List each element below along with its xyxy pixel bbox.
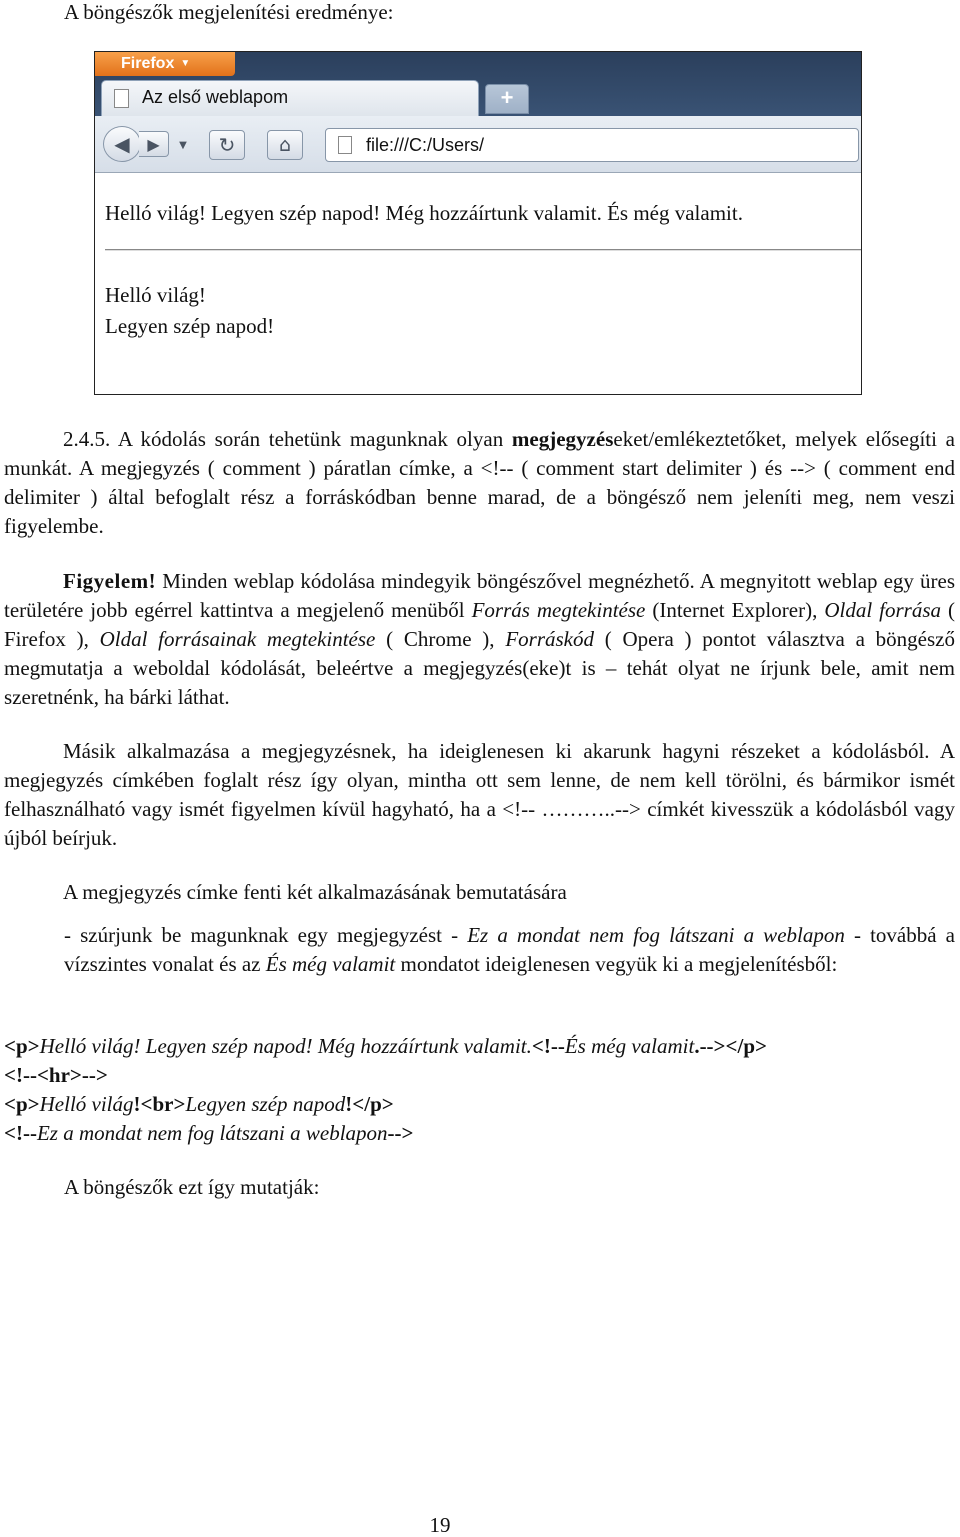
bold-term: megjegyzés — [511, 427, 614, 451]
url-text: file:///C:/Users/ — [366, 135, 485, 155]
url-bar[interactable] — [325, 128, 859, 162]
file-icon — [338, 136, 352, 154]
browser-viewport — [95, 173, 861, 395]
browser-screenshot — [94, 51, 862, 395]
code-line-4 — [4, 1119, 955, 1148]
outro-caption: A böngészők ezt így mutatják: — [64, 1175, 320, 1199]
italic-term: Oldal forrása — [824, 598, 941, 622]
text-run: - továbbá a vízszintes vonalat és az — [64, 923, 955, 976]
paragraph-comment-intro — [4, 425, 955, 541]
firefox-menu-label: Firefox — [121, 55, 175, 72]
browser-tab[interactable] — [101, 80, 479, 116]
text-run: ( Chrome ), — [375, 627, 506, 651]
intro-caption: A böngészők megjelenítési eredménye: — [64, 0, 394, 24]
navigation-toolbar — [95, 116, 861, 173]
firefox-menu-button[interactable] — [95, 52, 235, 76]
code-text: Helló világ! Legyen szép napod! Még hozzáírtunk valamit. — [39, 1034, 532, 1058]
text-run: (Internet Explorer), — [645, 598, 825, 622]
text-run: 2.4.5. A kódolás során tehetünk magunknak olyan — [63, 427, 512, 451]
code-line-1 — [4, 1032, 955, 1061]
page-number: 19 — [429, 1513, 451, 1537]
caret-down-icon: ▼ — [180, 58, 191, 69]
code-text: Ez a mondat nem fog látszani a weblapon — [36, 1121, 388, 1145]
paragraph-demo-intro: A megjegyzés címke fenti két alkalmazásának bemutatására — [63, 880, 567, 904]
italic-term: Forráskód — [505, 627, 594, 651]
history-dropdown-icon[interactable]: ▼ — [179, 139, 187, 151]
code-tag: !</p> — [345, 1092, 394, 1116]
text-run: mondatot ideiglenesen vegyük ki a megjelenítésből: — [395, 952, 838, 976]
back-arrow-icon[interactable]: ◀ — [103, 126, 141, 162]
code-tag: --> — [387, 1121, 414, 1145]
code-tag: .--></p> — [694, 1034, 767, 1058]
code-line-2: <!--<hr>--> — [4, 1063, 108, 1087]
text-run: ( Firefox ), — [4, 598, 955, 651]
text-run: - szúrjunk be magunknak egy megjegyzést - — [64, 923, 468, 947]
forward-arrow-icon[interactable]: ▶ — [139, 131, 169, 157]
code-tag: <p> — [4, 1092, 40, 1116]
italic-term: Ez a mondat nem fog látszani a weblapon — [467, 923, 845, 947]
tab-title: Az első weblapom — [142, 87, 289, 107]
horizontal-rule — [105, 249, 861, 251]
text-run: Minden weblap kódolása mindegyik böngészővel megnézhető. A megnyitott weblap egy üres területére jobb egérrel kattintva a megjelenő menüből — [4, 569, 955, 622]
rendered-line-3: Legyen szép napod! — [105, 314, 275, 338]
rendered-line-1: Helló világ! Legyen szép napod! Még hozzáírtunk valamit. És még valamit. — [105, 201, 743, 225]
text-run: eket/emlékeztetőket, melyek elősegíti a munkát. A megjegyzés ( comment ) páratlan címke, a <!-- ( comment start delimiter ) és --> ( comment end delimiter ) által befoglalt rész a forráskódban benne marad, de a böngésző nem jeleníti meg, nem veszi figyelembe. — [4, 427, 955, 538]
italic-term: Oldal forrásainak megtekintése — [99, 627, 376, 651]
code-text: Legyen szép napod — [185, 1092, 346, 1116]
code-tag: !<br> — [133, 1092, 186, 1116]
code-text: És még valamit — [564, 1034, 695, 1058]
code-line-3 — [4, 1090, 955, 1119]
code-tag: <p> — [4, 1034, 40, 1058]
italic-term: És még valamit — [265, 952, 396, 976]
page-icon — [114, 89, 129, 108]
paragraph-second-use: Másik alkalmazása a megjegyzésnek, ha ideiglenesen ki akarunk hagyni részeket a kódolásból. A megjegyzés címkében foglalt rész így olyan, mintha ott sem lenne, de nem kell törölni, és bármikor ismét felhasználható vagy ismét figyelmen kívül hagyható, ha a <!-- ………..--> címkét kivesszük a kódolásból vagy újból beírjuk. — [4, 739, 955, 850]
italic-term: Forrás megtekintése — [471, 598, 646, 622]
new-tab-button[interactable]: + — [485, 84, 529, 114]
text-run: ( Opera ) pontot választva a böngésző megmutatja a weboldal kódolását, beleértve a megjegyzés(eke)t is – tehát olyat ne írjunk bele, amit nem szeretnénk, ha bárki láthat. — [4, 627, 955, 709]
code-text: Helló világ — [39, 1092, 134, 1116]
reload-icon[interactable]: ↻ — [209, 130, 245, 160]
figyelem-label: Figyelem! — [63, 569, 157, 593]
paragraph-instructions — [64, 921, 955, 979]
rendered-line-2: Helló világ! — [105, 283, 206, 307]
code-tag: <!-- — [4, 1121, 37, 1145]
paragraph-figyelem — [4, 567, 955, 712]
code-tag: <!-- — [531, 1034, 565, 1058]
home-icon[interactable]: ⌂ — [267, 130, 303, 160]
